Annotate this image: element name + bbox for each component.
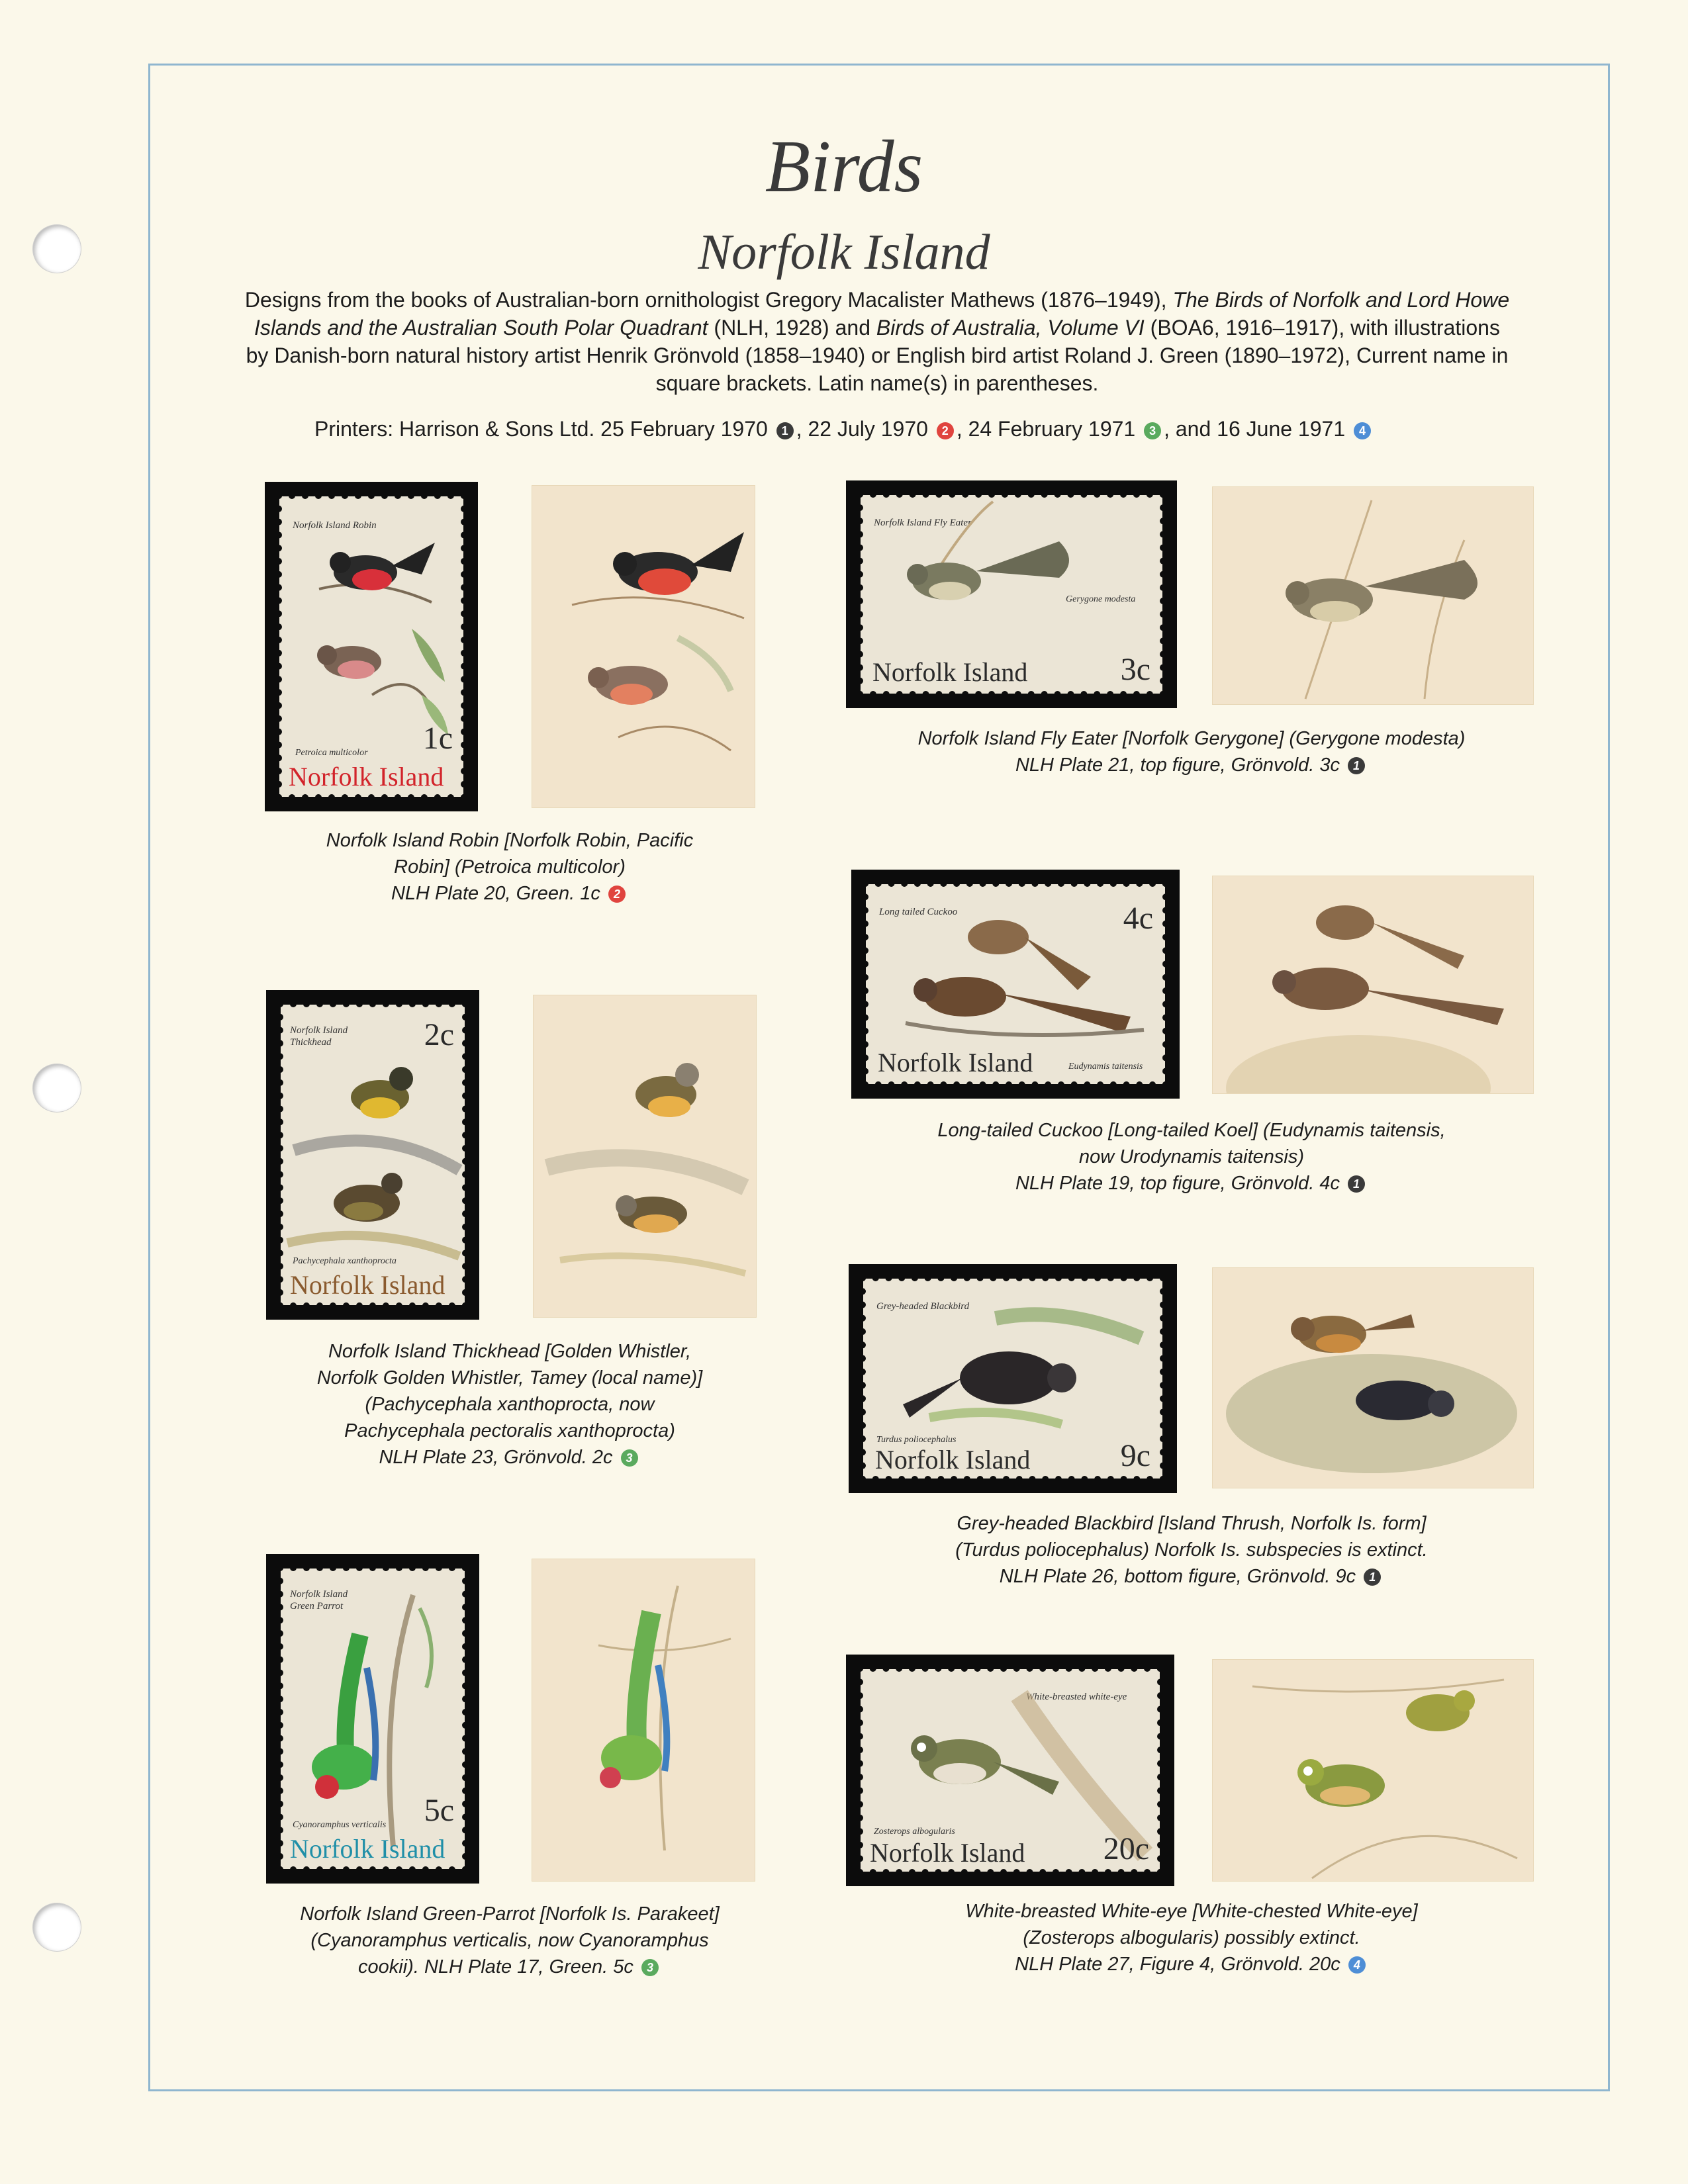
caption-blackbird-issue-mark: 1 [1364,1569,1381,1586]
stamp-blackbird [849,1264,1177,1493]
stamp-blackbird-latin: Turdus poliocephalus [876,1435,957,1445]
caption-thickhead-line-4: Pachycephala pectoralis xanthoprocta) [344,1420,675,1441]
caption-thickhead-line-1: Norfolk Island Thickhead [Golden Whistler, [328,1341,692,1362]
caption-green-parrot-issue-mark: 3 [641,1959,659,1976]
caption-white-eye-line-3 [847,1951,1536,1978]
caption-white-eye-plate: NLH Plate 27, Figure 4, Grönvold. 20c [1015,1954,1340,1975]
printers-text-1: Printers: Harrison & Sons Ltd. 25 February 1970 [314,417,768,441]
caption-thickhead-issue-mark: 3 [621,1449,638,1467]
stamp-cuckoo-design [866,884,1165,1084]
printers-line [0,417,1688,441]
intro-book-title-2: Birds of Australia, Volume VI [876,316,1145,340]
stamp-thickhead [266,990,479,1320]
caption-fly-eater-issue-mark: 1 [1348,757,1365,774]
caption-robin-line-1: Norfolk Island Robin [Norfolk Robin, Pacific [326,830,694,851]
page-subtitle: Norfolk Island [698,224,990,280]
caption-blackbird-line-2: (Turdus poliocephalus) Norfolk Is. subspecies is extinct. [955,1539,1428,1561]
caption-blackbird-plate: NLH Plate 26, bottom figure, Grönvold. 9c [999,1566,1356,1587]
caption-cuckoo-plate: NLH Plate 19, top figure, Grönvold. 4c [1015,1173,1340,1194]
stamp-white-eye-design [861,1669,1160,1872]
caption-white-eye-issue-mark: 4 [1348,1956,1366,1974]
caption-green-parrot-line-1: Norfolk Island Green-Parrot [Norfolk Is. Parakeet] [300,1903,720,1925]
stamp-blackbird-design [863,1279,1162,1479]
artwork-fly-eater [1213,487,1533,704]
stamp-blackbird-country: Norfolk Island [875,1445,1031,1475]
stamp-blackbird-label: Grey-headed Blackbird [876,1301,970,1312]
stamp-robin-value: 1c [422,721,453,756]
caption-white-eye-line-1: White-breasted White-eye [White-chested White-eye] [965,1901,1418,1922]
stamp-thickhead-country: Norfolk Island [290,1270,445,1300]
caption-fly-eater-line-1: Norfolk Island Fly Eater [Norfolk Gerygone] (Gerygone modesta) [917,728,1466,749]
caption-green-parrot-plate: cookii). NLH Plate 17, Green. 5c [358,1956,633,1978]
page-title: Birds [765,126,923,208]
stamp-cuckoo-value: 4c [1123,901,1153,936]
stamp-white-eye [846,1655,1174,1886]
issue-mark-3: 3 [1144,422,1161,439]
stamp-green-parrot-design [281,1569,465,1869]
intro-text-1: Designs from the books of Australian-born ornithologist Gregory Macalister Mathews (1876–1949), [244,288,1173,312]
stamp-green-parrot-label: Norfolk Island Green Parrot [290,1589,348,1612]
stamp-cuckoo-label: Long tailed Cuckoo [879,907,958,917]
caption-cuckoo-line-2: now Urodynamis taitensis) [1078,1146,1305,1167]
caption-robin [238,827,781,907]
caption-cuckoo-line-3 [847,1170,1536,1197]
issue-mark-4: 4 [1354,422,1371,439]
caption-blackbird-line-3 [847,1563,1536,1590]
stamp-blackbird-value: 9c [1120,1438,1150,1473]
caption-green-parrot-line-2: (Cyanoramphus verticalis, now Cyanoramphus [310,1930,709,1951]
caption-green-parrot [225,1901,794,1980]
artwork-blackbird [1213,1268,1533,1488]
artwork-white-eye [1213,1660,1533,1881]
caption-cuckoo-issue-mark: 1 [1348,1175,1365,1193]
stamp-cuckoo-latin: Eudynamis taitensis [1068,1062,1143,1071]
printers-text-4: , and 16 June 1971 [1164,417,1346,441]
printers-text-3: , 24 February 1971 [956,417,1136,441]
caption-cuckoo-line-1: Long-tailed Cuckoo [Long-tailed Koel] (Eudynamis taitensis, [937,1120,1446,1141]
stamp-robin [265,482,478,811]
caption-fly-eater-line-2 [847,752,1536,778]
caption-fly-eater [847,725,1536,778]
stamp-thickhead-latin: Pachycephala xanthoprocta [293,1256,397,1266]
caption-robin-issue-mark: 2 [608,886,626,903]
caption-green-parrot-line-3 [225,1954,794,1980]
stamp-robin-design [279,496,463,797]
binder-hole-bottom [33,1903,81,1951]
intro-text-3: (BOA6, 1916–1917), with illustrations by Danish-born natural history artist Henrik Grönvold (1858–1940) or English bird artist Roland J. Green (1890–1972), Current name in square brackets. Latin name(s) in parentheses. [246,316,1509,395]
stamp-thickhead-value: 2c [424,1017,454,1052]
caption-cuckoo [847,1117,1536,1197]
caption-blackbird-line-1: Grey-headed Blackbird [Island Thrush, Norfolk Is. form] [957,1513,1427,1534]
caption-thickhead-line-3: (Pachycephala xanthoprocta, now [365,1394,655,1415]
intro-text-2: (NLH, 1928) and [708,316,876,340]
stamp-fly-eater [846,480,1177,708]
stamp-robin-label: Norfolk Island Robin [293,520,377,531]
stamp-green-parrot [266,1554,479,1884]
stamp-fly-eater-design [861,495,1162,694]
intro-paragraph [242,286,1513,397]
stamp-cuckoo-country: Norfolk Island [878,1048,1033,1077]
stamp-fly-eater-label: Norfolk Island Fly Eater [874,518,972,528]
caption-fly-eater-plate: NLH Plate 21, top figure, Grönvold. 3c [1015,754,1340,776]
stamp-cuckoo [851,870,1180,1099]
binder-hole-middle [33,1064,81,1112]
caption-robin-plate: NLH Plate 20, Green. 1c [391,883,600,904]
caption-blackbird [847,1510,1536,1590]
caption-thickhead [238,1338,781,1471]
caption-thickhead-line-5 [238,1444,781,1471]
stamp-fly-eater-country: Norfolk Island [872,657,1028,687]
artwork-robin [532,486,755,807]
artwork-green-parrot [532,1559,755,1881]
stamp-white-eye-value: 20c [1103,1831,1149,1866]
stamp-green-parrot-value: 5c [424,1793,454,1828]
printers-text-2: , 22 July 1970 [796,417,928,441]
stamp-thickhead-label: Norfolk Island Thickhead [290,1025,348,1048]
stamp-green-parrot-country: Norfolk Island [290,1834,445,1864]
artwork-thickhead [534,995,756,1317]
stamp-robin-latin: Petroica multicolor [295,748,368,758]
stamp-white-eye-label: White-breasted white-eye [1026,1692,1127,1702]
stamp-green-parrot-latin: Cyanoramphus verticalis [293,1820,387,1830]
artwork-cuckoo [1213,876,1533,1093]
stamp-fly-eater-latin: Gerygone modesta [1066,594,1136,604]
caption-white-eye-line-2: (Zosterops albogularis) possibly extinct. [1023,1927,1360,1948]
caption-robin-line-3 [238,880,781,907]
caption-thickhead-line-2: Norfolk Golden Whistler, Tamey (local name)] [316,1367,703,1388]
issue-mark-1: 1 [776,422,794,439]
intro-book-title-1: The Birds of Norfolk and Lord Howe Islands and the Australian South Polar Quadrant [254,288,1510,340]
stamp-robin-country: Norfolk Island [289,762,444,792]
stamp-white-eye-latin: Zosterops albogularis [874,1827,955,1837]
issue-mark-2: 2 [937,422,954,439]
caption-thickhead-plate: NLH Plate 23, Grönvold. 2c [379,1447,613,1468]
stamp-white-eye-country: Norfolk Island [870,1838,1025,1868]
stamp-fly-eater-value: 3c [1120,652,1150,687]
caption-white-eye [847,1898,1536,1978]
stamp-thickhead-design [281,1005,465,1305]
caption-robin-line-2: Robin] (Petroica multicolor) [394,856,626,878]
